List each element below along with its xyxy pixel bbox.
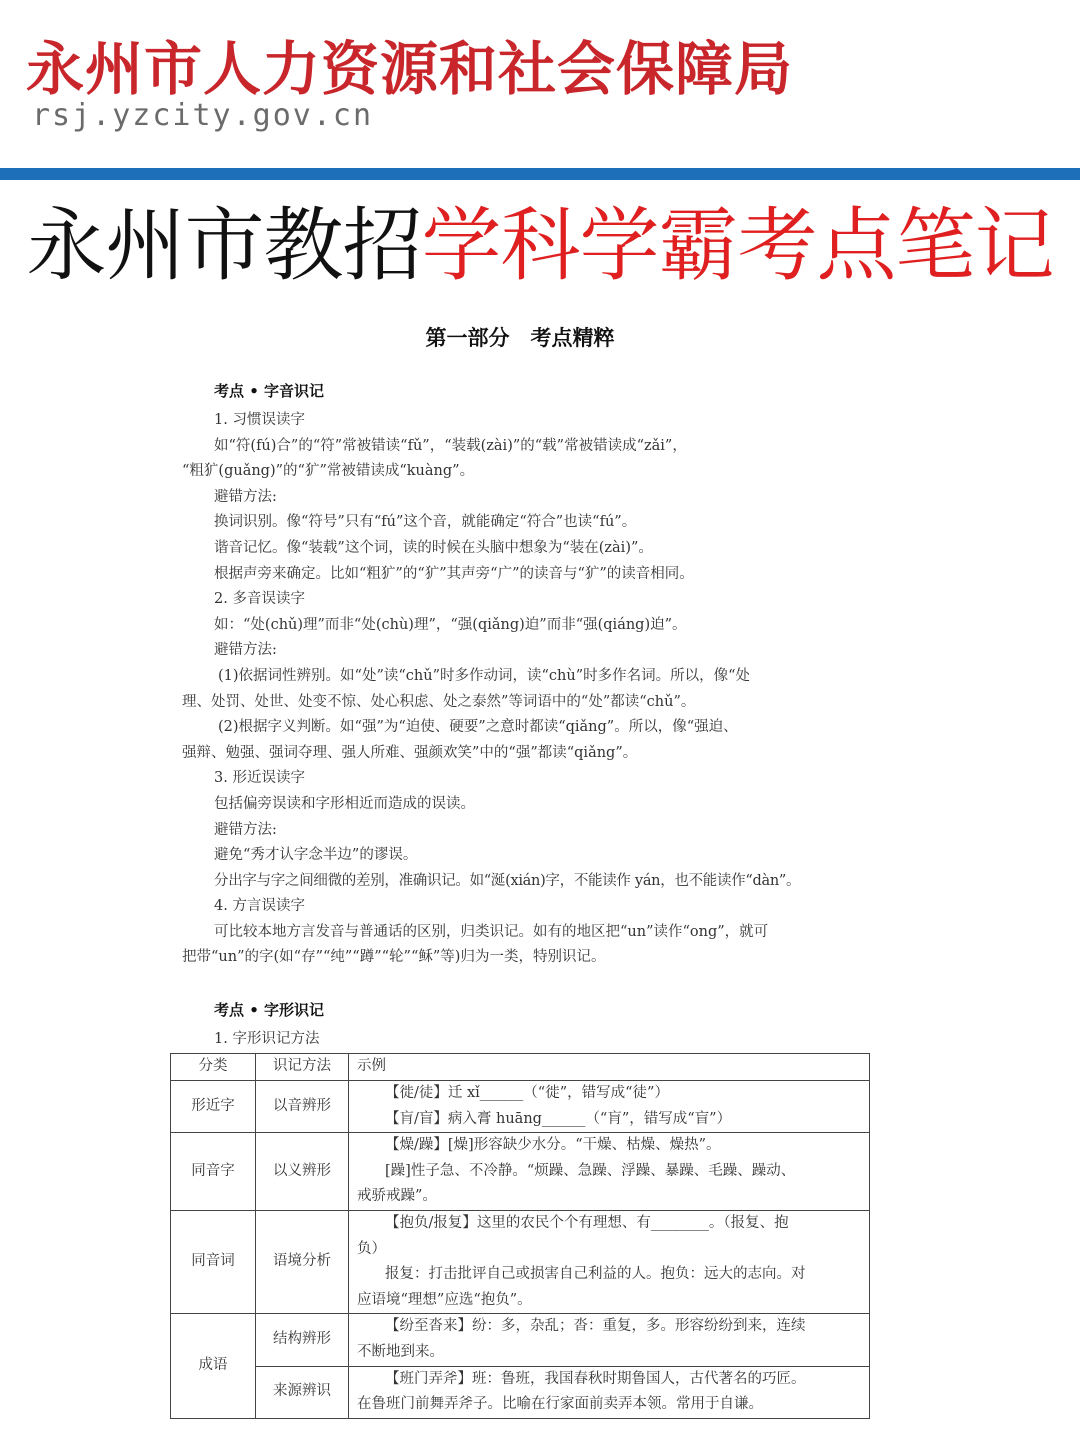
doc-line: 根据声旁来确定。比如“粗犷”的“犷”其声旁“广”的读音与“犷”的读音相同。 xyxy=(214,565,694,582)
doc-line: (1)依据词性辨别。如“处”读“chǔ”时多作动词，读“chù”时多作名词。所以，像“处 xyxy=(218,667,751,684)
table-header-row xyxy=(171,1054,870,1081)
example-line: 【燥/躁】[燥]形容缺少水分。“干燥、枯燥、燥热”。 xyxy=(385,1137,721,1154)
banner-title xyxy=(0,196,1080,296)
category-cell: 同音词 xyxy=(171,1210,256,1313)
doc-line: 避错方法: xyxy=(214,488,277,505)
table-row xyxy=(171,1081,870,1133)
doc-line: 避错方法: xyxy=(214,821,277,838)
example-cell xyxy=(349,1210,870,1313)
example-line: [躁]性子急、不冷静。“烦躁、急躁、浮躁、暴躁、毛躁、躁动、 xyxy=(385,1162,796,1179)
method-cell: 语境分析 xyxy=(256,1210,349,1313)
example-line: 应语境“理想”应选“抱负”。 xyxy=(357,1291,532,1308)
doc-line: 强辩、勉强、强词夺理、强人所难、强颜欢笑”中的“强”都读“qiǎng”。 xyxy=(182,744,638,761)
doc-line: 如“符(fú)合”的“符”常被错读“fǔ”，“装载(zài)”的“载”常被错读成“zǎi”， xyxy=(214,437,687,454)
example-line: 负） xyxy=(357,1240,386,1257)
org-name: 永州市人力资源和社会保障局 xyxy=(26,35,794,103)
doc-line: 1. 字形识记方法 xyxy=(214,1031,320,1048)
category-cell: 成语 xyxy=(171,1314,256,1418)
table-header-cell: 识记方法 xyxy=(256,1054,349,1081)
table-row xyxy=(171,1366,870,1418)
doc-line: 谐音记忆。像“装载”这个词，读的时候在头脑中想象为“装在(zài)”。 xyxy=(214,539,653,556)
document-body xyxy=(182,378,872,1053)
method-cell: 结构辨形 xyxy=(256,1314,349,1366)
banner-title-black: 永州市教招 xyxy=(26,199,422,292)
example-line: 【抱负/报复】这里的农民个个有理想、有________。（报复、抱 xyxy=(385,1214,789,1231)
table-row xyxy=(171,1314,870,1366)
example-cell xyxy=(349,1366,870,1418)
method-cell: 来源辨识 xyxy=(256,1366,349,1418)
example-line: 在鲁班门前舞弄斧子。比喻在行家面前卖弄本领。常用于自谦。 xyxy=(357,1396,763,1413)
header-divider-bar xyxy=(0,168,1080,180)
doc-line: 包括偏旁误读和字形相近而造成的误读。 xyxy=(214,795,475,812)
org-url[interactable]: rsj.yzcity.gov.cn xyxy=(32,98,374,133)
example-cell xyxy=(349,1081,870,1133)
doc-line: (2)根据字义判断。如“强”为“迫使、硬要”之意时都读“qiǎng”。所以，像“强迫、 xyxy=(218,719,738,736)
table-row xyxy=(171,1133,870,1211)
example-line: 不断地到来。 xyxy=(357,1343,444,1360)
example-line: 【纷至沓来】纷：多，杂乱；沓：重复，多。形容纷纷到来，连续 xyxy=(385,1318,806,1335)
section-title: 考点 • 字形识记 xyxy=(214,1001,325,1020)
doc-line: 2. 多音误读字 xyxy=(214,591,305,608)
method-cell: 以义辨形 xyxy=(256,1133,349,1211)
example-line: 戒骄戒躁”。 xyxy=(357,1188,437,1205)
category-cell: 形近字 xyxy=(171,1081,256,1133)
method-cell: 以音辨形 xyxy=(256,1081,349,1133)
doc-line: 避错方法: xyxy=(214,642,277,659)
example-line: 【徙/徒】迁 xǐ______（“徙”，错写成“徒”） xyxy=(385,1085,669,1101)
category-cell: 同音字 xyxy=(171,1133,256,1211)
doc-line: 分出字与字之间细微的差别，准确识记。如“涎(xián)字，不能读作 yán，也不能读作“dàn”。 xyxy=(214,872,801,889)
example-line: 【班门弄斧】班：鲁班，我国春秋时期鲁国人，古代著名的巧匠。 xyxy=(385,1370,806,1387)
section-title: 考点 • 字音识记 xyxy=(214,382,325,400)
table-header-cell: 分类 xyxy=(171,1054,256,1081)
section-gap xyxy=(182,971,872,997)
glyph-method-table xyxy=(170,1053,870,1419)
example-line: 【肓/盲】病入膏 huāng______（“肓”，错写成“盲”） xyxy=(385,1110,732,1127)
example-cell xyxy=(349,1314,870,1366)
part-title: 第一部分 考点精粹 xyxy=(425,325,615,350)
example-line: 报复：打击批评自己或损害自己利益的人。抱负：远大的志向。对 xyxy=(385,1266,806,1283)
table-header-cell: 示例 xyxy=(349,1054,870,1081)
doc-line: 把带“un”的字(如“存”“纯”“蹲”“轮”“稣”等)归为一类，特别识记。 xyxy=(182,949,606,966)
doc-line: 4. 方言误读字 xyxy=(214,898,305,915)
doc-line: 如：“处(chǔ)理”而非“处(chù)理”，“强(qiǎng)迫”而非“强(qiáng)迫”。 xyxy=(214,616,687,633)
table-row xyxy=(171,1210,870,1313)
doc-line: 换词识别。像“符号”只有“fú”这个音，就能确定“符合”也读“fú”。 xyxy=(214,514,637,531)
doc-line: 1. 习惯误读字 xyxy=(214,412,305,428)
doc-line: 理、处罚、处世、处变不惊、处心积虑、处之泰然”等词语中的“处”都读“chǔ”。 xyxy=(182,693,696,710)
site-header xyxy=(0,0,1080,170)
doc-line: 3. 形近误读字 xyxy=(214,770,305,787)
example-cell xyxy=(349,1133,870,1211)
doc-line: “粗犷(guǎng)”的“犷”常被错读成“kuàng”。 xyxy=(182,463,475,480)
doc-line: 避免“秀才认字念半边”的谬误。 xyxy=(214,847,418,864)
doc-line: 可比较本地方言发音与普通话的区别，归类识记。如有的地区把“un”读作“ong”，就可 xyxy=(214,923,769,940)
banner-title-red: 学科学霸考点笔记 xyxy=(421,199,1054,292)
